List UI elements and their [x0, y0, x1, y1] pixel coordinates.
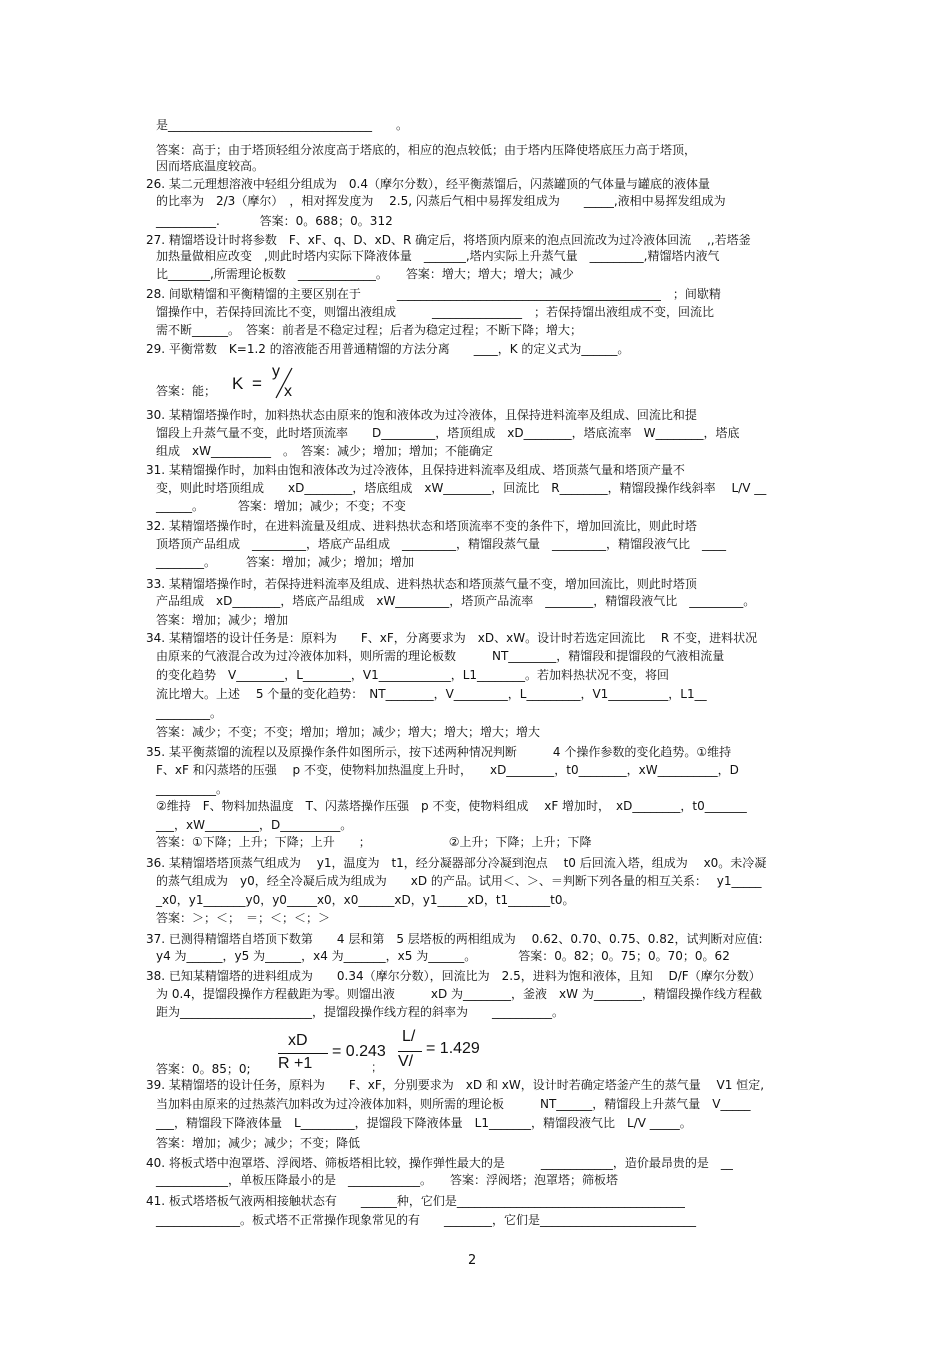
text-line: 32. 某精馏塔操作时，在进料流量及组成、进料热状态和塔顶流率不变的条件下，增加回流比，则此时塔: [146, 519, 697, 533]
text-line: 答案：增加；减少；增加: [156, 613, 289, 627]
k-definition-formula: [232, 363, 302, 402]
formula-value: = 0.243: [332, 1043, 386, 1060]
text-line: 由原来的气液混合改为过冷液体加料，则所需的理论板数 NT________，精馏段和提馏段的气液相流量: [156, 649, 725, 663]
fraction-numerator: L/: [402, 1028, 416, 1045]
text-line: 距为______________________，提馏段操作线方程的斜率为 __________。: [156, 1005, 565, 1019]
text-line: 40. 将板式塔中泡罩塔、浮阀塔、筛板塔相比较，操作弹性最大的是 ____________，造价最昂贵的是 __: [146, 1156, 733, 1170]
text-line: 加热量做相应改变 ,则此时塔内实际下降液体量 _______,塔内实际上升蒸气量 _________,精馏塔内液气: [156, 249, 720, 263]
text-line: 答案：能；: [156, 384, 217, 398]
text-line: 38. 已知某精馏塔的进料组成为 0.34（摩尔分数），回流比为 2.5，进料为饱和液体，且知 D/F（摩尔分数）: [146, 969, 761, 983]
text-line: 答案：0。85；0;: [156, 1062, 251, 1076]
answer-38-formula-intercept: [276, 1032, 396, 1074]
text-line: 是__________________________________ 。: [156, 118, 409, 132]
text-line: 26. 某二元理想溶液中轻组分组成为 0.4（摩尔分数），经平衡蒸馏后，闪蒸罐顶的气体量与罐底的液体量: [146, 177, 710, 191]
text-line: 变，则此时塔顶组成 xD________，塔底组成 xW________，回流比 R________，精馏段操作线斜率 L/V __: [156, 481, 767, 495]
fraction-denominator: V/: [398, 1053, 414, 1070]
k-symbol: K: [232, 374, 244, 393]
text-line: 39. 某精馏塔的设计任务，原料为 F、xF，分别要求为 xD 和 xW，设计时若确定塔釜产生的蒸气量 V1 恒定,: [146, 1078, 765, 1092]
text-line: y4 为______，y5 为______，x4 为_______，x5 为______。 答案：0。82；0。75；0。70；0。62: [156, 949, 730, 963]
text-line: ___，xW_________，D__________。: [156, 818, 353, 832]
text-line: 流比增大。上述 5 个量的变化趋势： NT________，V_________，L_________，V1__________，L1__: [156, 687, 707, 701]
text-line: 产品组成 xD________，塔底产品组成 xW_________，塔顶产品流率 ________，精馏段液气比 _________。: [156, 594, 756, 608]
formula-value: = 1.429: [426, 1040, 480, 1057]
text-line: 28. 间歇精馏和平衡精馏的主要区别在于 ____________________________________________ ；间歇精: [146, 287, 721, 301]
text-line: 36. 某精馏塔塔顶蒸气组成为 y1，温度为 t1，经分凝器部分冷凝到泡点 t0 后回流入塔，组成为 x0。未冷凝: [146, 856, 767, 870]
text-line: 27. 精馏塔设计时将参数 F、xF、q、D、xD、R 确定后，将塔顶内原来的泡点回流改为过冷液体回流 ,,若塔釜: [146, 233, 751, 247]
text-line: 答案：高于；由于塔顶轻组分浓度高于塔底的，相应的泡点较低；由于塔内压降使塔底压力高于塔顶，: [156, 143, 697, 157]
text-line: 比_______,所需理论板数 _____________。 答案：增大；增大；增大；减少: [156, 267, 574, 281]
text-line: 35. 某平衡蒸馏的流程以及原操作条件如图所示，按下述两种情况判断 4 个操作参数的变化趋势。①维持: [146, 745, 732, 759]
text-line: 答案：增加；减少；减少；不变；降低: [156, 1136, 361, 1150]
text-line: ______。 答案：增加；减少；不变；不变: [156, 499, 406, 513]
text-line: 因而塔底温度较高。: [156, 159, 265, 173]
answer-38-formula-slope: [396, 1028, 506, 1074]
text-line: 为 0.4，提馏段操作方程截距为零。则馏出液 xD 为________，釜液 xW 为________，精馏段操作线方程截: [156, 987, 762, 1001]
text-line: 需不断______。 答案：前者是不稳定过程；后者为稳定过程；不断下降；增大；: [156, 323, 583, 337]
text-line: 答案：①下降；上升；下降；上升 ； ②上升；下降；上升；下降: [156, 835, 592, 849]
text-line: 顶塔顶产品组成 _________，塔底产品组成 _________，精馏段蒸气量 _________，精馏段液气比 ____: [156, 537, 727, 551]
text-line: 馏段上升蒸气量不变，此时塔顶流率 D_________，塔顶组成 xD________，塔底流率 W________，塔底: [156, 426, 740, 440]
text-line: 组成 xW__________ 。 答案：减少；增加；增加；不能确定: [156, 444, 493, 458]
k-numerator: y: [272, 363, 280, 380]
equals-sign: =: [252, 374, 262, 393]
fraction-bar: [278, 1053, 328, 1054]
page-number: 2: [468, 1253, 477, 1268]
fraction-bar: [398, 1051, 422, 1052]
text-line: 答案：＞；＜； ＝；＜；＜；＞: [156, 911, 331, 925]
text-line: 33. 某精馏塔操作时，若保持进料流率及组成、进料热状态和塔顶蒸气量不变，增加回流比，则此时塔顶: [146, 577, 697, 591]
text-line: 30. 某精馏塔操作时，加料热状态由原来的饱和液体改为过冷液体，且保持进料流率及组成、回流比和提: [146, 408, 697, 422]
text-line: 31. 某精馏操作时，加料由饱和液体改为过冷液体，且保持进料流率及组成、塔顶蒸气量和塔顶产量不: [146, 463, 685, 477]
text-line: ________。 答案：增加；减少；增加；增加: [156, 555, 415, 569]
text-line: 馏操作中，若保持回流比不变，则馏出液组成 _______________ ；若保持馏出液组成不变，回流比: [156, 305, 715, 319]
k-denominator: x: [284, 383, 292, 400]
text-line: __________。: [156, 782, 229, 796]
fraction-denominator: R +1: [278, 1055, 313, 1072]
text-line: __________. 答案：0。688；0。312: [156, 214, 393, 228]
text-line: 34. 某精馏塔的设计任务是：原料为 F、xF，分离要求为 xD、xW。设计时若选定回流比 R 不变，进料状况: [146, 631, 758, 645]
formula-separator: ;: [372, 1060, 376, 1074]
text-line: ②维持 F、物料加热温度 T、闪蒸塔操作压强 p 不变，使物料组成 xF 增加时， xD________，t0_______: [156, 799, 747, 813]
text-line: _________。: [156, 706, 223, 720]
text-line: 的变化趋势 V________，L________，V1____________，L1________。若加料热状况不变，将回: [156, 668, 670, 682]
fraction-numerator: xD: [288, 1032, 308, 1049]
text-line: ____________，单板压降最小的是 ____________。 答案：浮阀塔；泡罩塔；筛板塔: [156, 1173, 619, 1187]
text-line: F、xF 和闪蒸塔的压强 p 不变，使物料加热温度上升时， xD________，t0________，xW__________，D: [156, 763, 739, 777]
text-line: 的蒸气组成为 y0，经全冷凝后成为组成为 xD 的产品。试用＜、＞、＝判断下列各量的相互关系： y1_____: [156, 874, 762, 888]
text-line: 29. 平衡常数 K=1.2 的溶液能否用普通精馏的方法分离 ____，K 的定义式为______。: [146, 342, 630, 356]
text-line: 当加料由原来的过热蒸汽加料改为过冷液体加料，则所需的理论板 NT______，精馏段上升蒸气量 V_____: [156, 1097, 751, 1111]
text-line: _x0，y1_______y0，y0_____x0，x0______xD，y1_____xD，t1_______t0。: [156, 893, 575, 907]
text-line: ___，精馏段下降液体量 L_________，提馏段下降液体量 L1_______，精馏段液气比 L/V _____。: [156, 1116, 692, 1130]
text-line: 41. 板式塔塔板气液两相接触状态有 ______种，它们是______________________________________: [146, 1194, 685, 1208]
text-line: 37. 已测得精馏塔自塔顶下数第 4 层和第 5 层塔板的两相组成为 0.62、0.70、0.75、0.82，试判断对应值:: [146, 932, 763, 946]
text-line: 的比率为 2/3（摩尔） ，相对挥发度为 2.5, 闪蒸后气相中易挥发组成为 _____,液相中易挥发组成为: [156, 194, 726, 208]
text-line: ______________。板式塔不正常操作现象常见的有 ________，它们是__________________________: [156, 1213, 697, 1227]
text-line: 答案：减少；不变；不变；增加；增加；减少；增大；增大；增大；增大: [156, 725, 541, 739]
